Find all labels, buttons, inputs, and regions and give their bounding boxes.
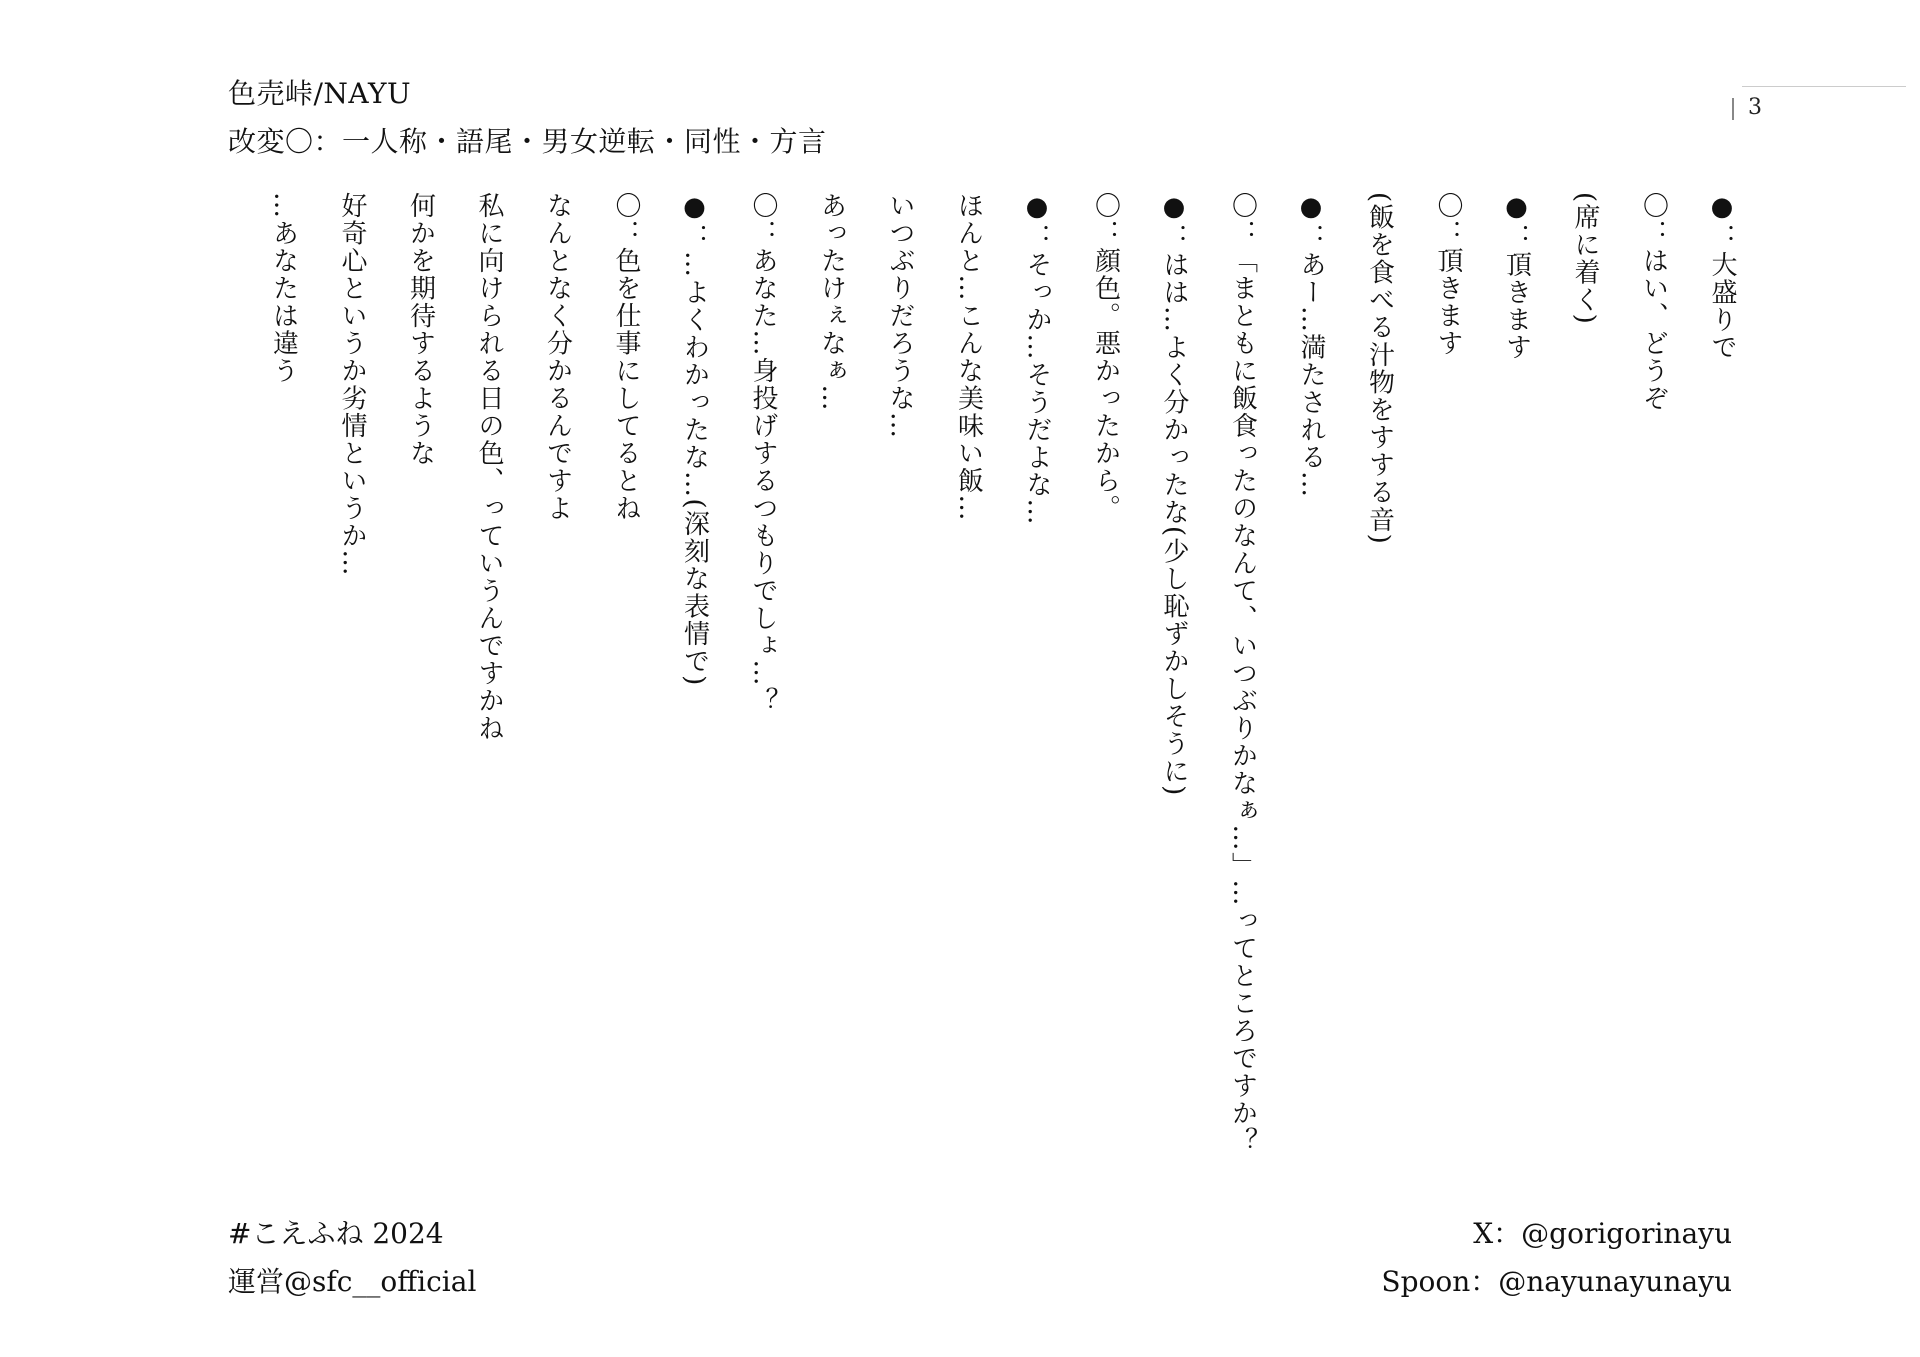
script-line: ●：あー…満たされる… <box>1296 192 1326 499</box>
page-number-separator <box>1732 98 1734 120</box>
script-line: 〇：顔色。悪かったから。 <box>1090 192 1121 522</box>
script-line: 〇：「まともに飯食ったのなんて、いつぶりかなぁ…」…ってところですか？ <box>1227 192 1258 1155</box>
event-hashtag: #こえふね 2024 <box>228 1217 444 1250</box>
script-line: いつぶりだろうな… <box>885 192 915 440</box>
script-line: 〇：はい、どうぞ <box>1638 192 1669 412</box>
script-line: ●：そっか…そうだよな… <box>1022 192 1052 526</box>
script-line: 〇：あなた…身投げするつもりでしょ…？ <box>748 192 778 715</box>
script-line: あったけぇなぁ… <box>816 192 847 412</box>
document-header <box>228 70 827 166</box>
script-body <box>236 192 1756 1192</box>
script-line: ●：はは…よく分かったな(少し恥ずかしそうに) <box>1159 192 1189 797</box>
page-number: 3 <box>1748 95 1762 120</box>
script-line: 私に向けられる日の色、っていうんですかね <box>474 192 504 742</box>
script-line: 何かを期待するような <box>405 192 436 467</box>
spoon-account: Spoon：@nayunayunayu <box>1381 1265 1732 1298</box>
script-line: ●：頂きます <box>1501 192 1532 361</box>
organizer-credit: 運営@sfc__official <box>228 1265 477 1298</box>
modification-note: 改変〇：一人称・語尾・男女逆転・同性・方言 <box>228 125 827 158</box>
script-line: …あなたは違う <box>268 192 299 385</box>
x-account: X：@gorigorinayu <box>1473 1217 1732 1250</box>
script-line: 〇：頂きます <box>1433 192 1463 357</box>
script-line: ●：…よくわかったな…(深刻な表情で) <box>679 192 710 687</box>
footer-right <box>1381 1210 1732 1306</box>
script-line: (飯を食べる汁物をすする音) <box>1364 192 1395 546</box>
script-line: (席に着く) <box>1570 192 1600 326</box>
document-title: 色売峠/NAYU <box>228 77 412 110</box>
script-line: ●：大盛りで <box>1707 192 1737 361</box>
footer-left <box>228 1210 476 1306</box>
script-line: ほんと…こんな美味い飯… <box>953 192 984 522</box>
script-line: なんとなく分かるんですよ <box>542 192 573 522</box>
page-header-rule <box>1742 86 1906 87</box>
script-line: 好奇心というか劣情というか… <box>337 192 367 577</box>
script-line: 〇：色を仕事にしてるとね <box>611 192 641 522</box>
